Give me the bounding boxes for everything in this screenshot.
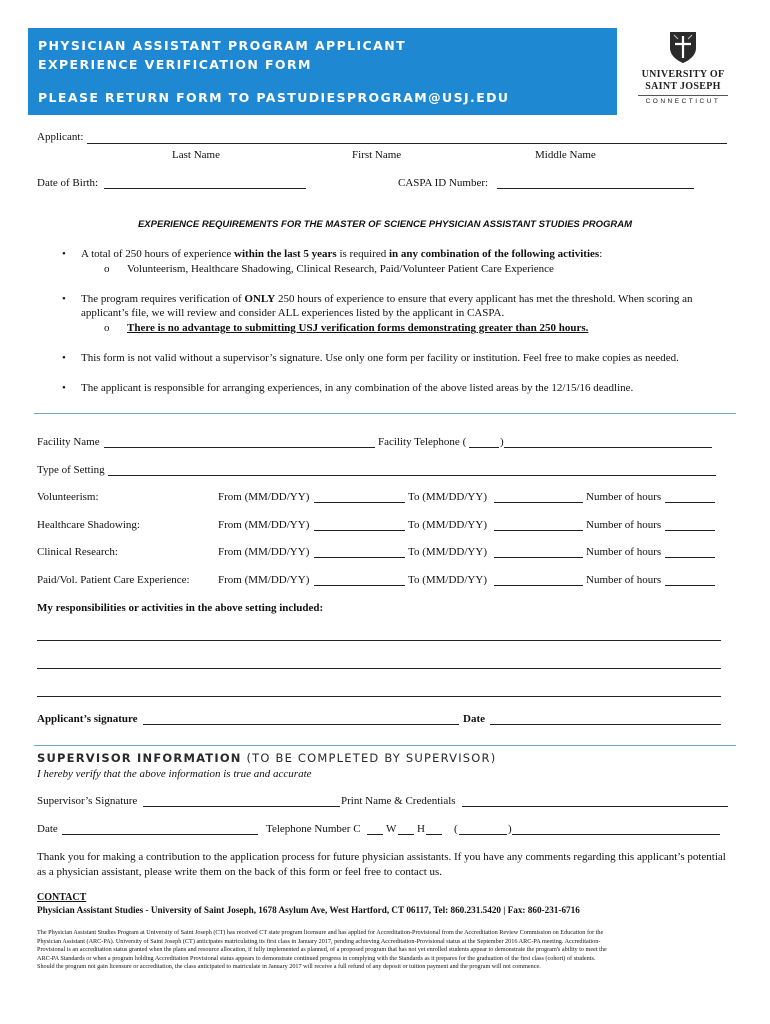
from-date-field[interactable] bbox=[314, 530, 405, 531]
req1-text-b: within the last 5 years bbox=[234, 248, 337, 260]
experience-type-label: Volunteerism: bbox=[37, 491, 99, 503]
work-label: W bbox=[386, 823, 397, 835]
facility-phone-label: Facility Telephone ( bbox=[378, 436, 467, 448]
area-code-open: ( bbox=[454, 823, 458, 835]
form-title-line2: EXPERIENCE VERIFICATION FORM bbox=[38, 57, 312, 72]
thank-you-line2: as a physician assistant, please write them on the back of this form or feel free to contact us. bbox=[37, 866, 443, 878]
applicant-date-label: Date bbox=[463, 713, 485, 725]
shield-crest-icon bbox=[668, 30, 698, 64]
req1-text-d: in any combination of the following activities bbox=[388, 248, 600, 260]
hours-label: Number of hours bbox=[586, 491, 662, 503]
responsibilities-label: My responsibilities or activities in the above setting included: bbox=[37, 602, 324, 614]
requirement-1 bbox=[81, 248, 602, 260]
hours-field[interactable] bbox=[665, 585, 715, 586]
supervisor-heading-bold: SUPERVISOR INFORMATION bbox=[37, 751, 242, 765]
requirement-2-note: There is no advantage to submitting USJ verification forms demonstrating greater than 250 hours. bbox=[127, 322, 589, 334]
applicant-signature-field[interactable] bbox=[143, 724, 459, 725]
middle-name-caption: Middle Name bbox=[535, 149, 596, 161]
hours-label: Number of hours bbox=[586, 574, 662, 586]
from-date-field[interactable] bbox=[314, 557, 405, 558]
requirement-1-activities: Volunteerism, Healthcare Shadowing, Clinical Research, Paid/Volunteer Patient Care Experience bbox=[127, 263, 554, 275]
experience-type-label: Clinical Research: bbox=[37, 546, 118, 558]
bullet-marker: • bbox=[62, 248, 66, 260]
hours-field[interactable] bbox=[665, 557, 715, 558]
disclaimer-line4: ARC-PA Standards or when a program holding Accreditation Provisional status appears to demonstrate continued progress in complying with the Standards as it prepares for the graduation of the first class (cohort) of students. bbox=[37, 954, 596, 962]
print-name-label: Print Name & Credentials bbox=[341, 795, 456, 807]
req2-text-a: The program requires verification of bbox=[81, 293, 245, 305]
experience-type-label: Paid/Vol. Patient Care Experience: bbox=[37, 574, 190, 586]
facility-name-field[interactable] bbox=[104, 447, 375, 448]
section-divider bbox=[34, 745, 736, 746]
to-date-label: To (MM/DD/YY) bbox=[408, 546, 487, 558]
to-date-field[interactable] bbox=[494, 502, 583, 503]
supervisor-phone-field[interactable] bbox=[512, 834, 720, 835]
supervisor-area-code-field[interactable] bbox=[459, 834, 507, 835]
disclaimer-line2: Physician Assistant (ARC-PA). University of Saint Joseph (CT) anticipates matriculating its first class in January 2017, pending achieving Accreditation-Provisional status at the September 2016 ARC-PA meeting. Accreditation- bbox=[37, 937, 601, 945]
disclaimer-line1: The Physician Assistant Studies Program at University of Saint Joseph (CT) has received CT state program licensure and has applied for Accreditation-Provisional from the Accreditation Review Commission on Education for the bbox=[37, 929, 604, 936]
req1-text-c: is required bbox=[336, 248, 389, 260]
requirement-4: The applicant is responsible for arranging experiences, in any combination of the above listed areas by the 12/15/16 deadline. bbox=[81, 382, 634, 394]
supervisor-heading bbox=[37, 751, 496, 765]
to-date-label: To (MM/DD/YY) bbox=[408, 519, 487, 531]
applicant-name-field[interactable] bbox=[87, 143, 727, 144]
type-of-setting-label: Type of Setting bbox=[37, 464, 105, 476]
phone-work-checkbox[interactable] bbox=[398, 834, 414, 835]
req1-text-a: A total of 250 hours of experience bbox=[81, 248, 235, 260]
dob-field[interactable] bbox=[104, 188, 306, 189]
header-banner bbox=[28, 28, 617, 115]
from-date-label: From (MM/DD/YY) bbox=[218, 574, 310, 586]
hours-field[interactable] bbox=[665, 502, 715, 503]
disclaimer-line3: Provisional is an accreditation status granted when the plans and resource allocation, if fully implemented as planned, of a proposed program that has not yet enrolled students appear to demonstrate the program's ability to meet the bbox=[37, 946, 607, 954]
hours-label: Number of hours bbox=[586, 519, 662, 531]
to-date-label: To (MM/DD/YY) bbox=[408, 491, 487, 503]
thank-you-line1: Thank you for making a contribution to the application process for future physician assistants. If you have any comments regarding this applicant’s potential bbox=[37, 851, 726, 863]
supervisor-heading-rest: (TO BE COMPLETED BY SUPERVISOR) bbox=[241, 751, 497, 765]
to-date-field[interactable] bbox=[494, 530, 583, 531]
logo-text-line2: SAINT JOSEPH bbox=[645, 81, 721, 92]
bullet-marker: • bbox=[62, 352, 66, 364]
responsibilities-field-line1[interactable] bbox=[37, 640, 721, 641]
applicant-date-field[interactable] bbox=[490, 724, 721, 725]
requirement-2-line2: applicant’s file, we will review and consider ALL experiences listed by the applicant in CASPA. bbox=[81, 307, 505, 319]
phone-home-checkbox[interactable] bbox=[426, 834, 442, 835]
logo-text-line1: UNIVERSITY OF bbox=[641, 69, 725, 80]
from-date-label: From (MM/DD/YY) bbox=[218, 546, 310, 558]
applicant-label: Applicant: bbox=[37, 131, 84, 143]
facility-name-label: Facility Name bbox=[37, 436, 100, 448]
facility-phone-field[interactable] bbox=[504, 447, 712, 448]
from-date-label: From (MM/DD/YY) bbox=[218, 491, 310, 503]
hours-label: Number of hours bbox=[586, 546, 662, 558]
bullet-marker: • bbox=[62, 382, 66, 394]
bullet-marker: • bbox=[62, 293, 66, 305]
applicant-signature-label: Applicant’s signature bbox=[37, 713, 138, 725]
req2-text-b: ONLY bbox=[244, 293, 276, 305]
type-of-setting-field[interactable] bbox=[108, 475, 716, 476]
accreditation-disclaimer bbox=[37, 929, 737, 972]
requirement-2 bbox=[81, 293, 693, 305]
verification-statement: I hereby verify that the above information is true and accurate bbox=[37, 768, 312, 780]
req1-text-e: : bbox=[599, 248, 603, 260]
hours-field[interactable] bbox=[665, 530, 715, 531]
university-logo bbox=[624, 28, 742, 123]
responsibilities-field-line3[interactable] bbox=[37, 696, 721, 697]
return-instructions: PLEASE RETURN FORM TO PASTUDIESPROGRAM@USJ.EDU bbox=[38, 90, 510, 105]
telephone-label: Telephone Number C bbox=[266, 823, 361, 835]
from-date-field[interactable] bbox=[314, 585, 405, 586]
req2-text-c: 250 hours of experience to ensure that every applicant has met the threshold. When scoring an bbox=[275, 293, 693, 305]
last-name-caption: Last Name bbox=[172, 149, 220, 161]
contact-heading: CONTACT bbox=[37, 892, 87, 903]
supervisor-date-label: Date bbox=[37, 823, 58, 835]
home-label: H bbox=[417, 823, 425, 835]
responsibilities-field-line2[interactable] bbox=[37, 668, 721, 669]
contact-details: Physician Assistant Studies - University of Saint Joseph, 1678 Asylum Ave, West Hartford, CT 06117, Tel: 860.231.5420 | Fax: 860-231-6716 bbox=[37, 905, 580, 915]
supervisor-signature-field[interactable] bbox=[143, 806, 340, 807]
experience-type-label: Healthcare Shadowing: bbox=[37, 519, 140, 531]
supervisor-date-field[interactable] bbox=[62, 834, 258, 835]
section-divider bbox=[34, 413, 736, 414]
from-date-label: From (MM/DD/YY) bbox=[218, 519, 310, 531]
facility-area-code-field[interactable] bbox=[469, 447, 499, 448]
to-date-field[interactable] bbox=[494, 585, 583, 586]
first-name-caption: First Name bbox=[352, 149, 402, 161]
to-date-label: To (MM/DD/YY) bbox=[408, 574, 487, 586]
caspa-id-label: CASPA ID Number: bbox=[398, 177, 489, 189]
requirement-3: This form is not valid without a supervisor’s signature. Use only one form per facility or institution. Feel free to make copies as needed. bbox=[81, 352, 679, 364]
disclaimer-line5: Should the program not gain licensure or accreditation, the class anticipated to matriculate in January 2017 will receive a full refund of any deposit or tuition payment and the program will not commence. bbox=[37, 963, 541, 971]
area-code-close: ) bbox=[508, 823, 512, 835]
phone-cell-checkbox[interactable] bbox=[367, 834, 383, 835]
sub-bullet-marker: o bbox=[104, 263, 110, 275]
caspa-id-field[interactable] bbox=[497, 188, 694, 189]
form-title-line1: PHYSICIAN ASSISTANT PROGRAM APPLICANT bbox=[38, 38, 406, 53]
from-date-field[interactable] bbox=[314, 502, 405, 503]
dob-label: Date of Birth: bbox=[37, 177, 99, 189]
print-name-field[interactable] bbox=[462, 806, 728, 807]
requirements-heading: EXPERIENCE REQUIREMENTS FOR THE MASTER OF SCIENCE PHYSICIAN ASSISTANT STUDIES PROGRAM bbox=[137, 219, 633, 230]
logo-text-line3: CONNECTICUT bbox=[645, 98, 721, 105]
to-date-field[interactable] bbox=[494, 557, 583, 558]
facility-phone-paren: ) bbox=[500, 436, 504, 448]
supervisor-signature-label: Supervisor’s Signature bbox=[37, 795, 138, 807]
logo-divider bbox=[638, 95, 728, 96]
sub-bullet-marker: o bbox=[104, 322, 110, 334]
